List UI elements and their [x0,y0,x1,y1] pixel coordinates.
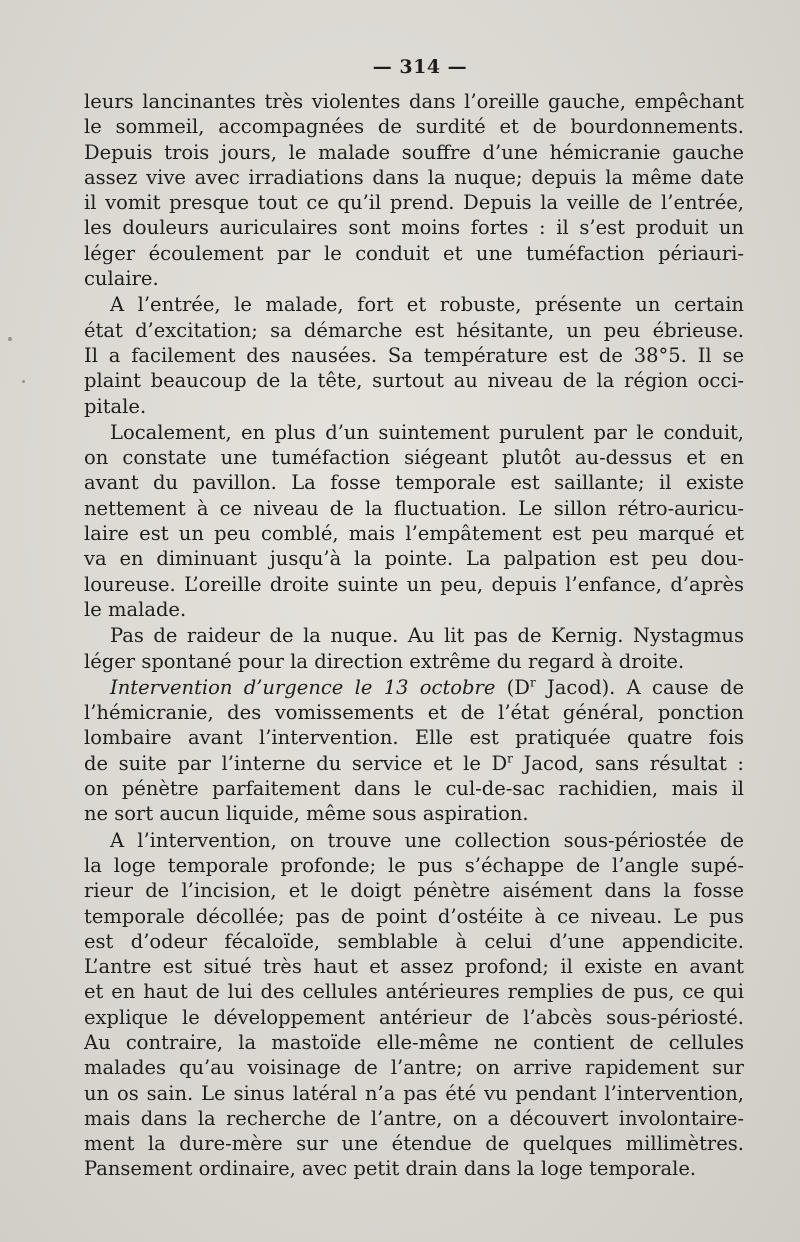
text-line: est d’odeur fécaloïde, semblable à celui d’une appendicite. [84,929,744,953]
text-line [84,751,744,776]
text-line: temporale décollée; pas de point d’ostéite à ce niveau. Le pus [84,904,744,928]
text-line: pitale. [84,394,147,418]
page-number: — 314 — [372,56,468,78]
text-line: léger spontané pour la direction extrême du regard à droite. [84,649,685,673]
text-line: le malade. [84,597,187,621]
text-line: il vomit presque tout ce qu’il prend. Depuis la veille de l’entrée, [84,191,744,215]
text-line: A l’entrée, le malade, fort et robuste, présente un certain [110,293,744,317]
text-line: la loge temporale profonde; le pus s’échappe de l’angle supé- [84,853,744,877]
text-line: Depuis trois jours, le malade souffre d’une hémicranie gauche [84,140,744,164]
text-line: rieur de l’incision, et le doigt pénètre aisément dans la fosse [84,879,744,903]
text-line: on pénètre parfaitement dans le cul-de-sac rachidien, mais il [84,777,744,801]
intervention-heading: Intervention d’urgence le 13 octobre [110,675,496,699]
text-line: mais dans la recherche de l’antre, on a découvert involontaire- [84,1106,744,1130]
text-line: culaire. [84,267,159,291]
text-line: Pas de raideur de la nuque. Au lit pas de Kernig. Nystagmus [110,624,744,648]
text-fragment: Jacod). A cause de [535,675,745,699]
text-line: un os sain. Le sinus latéral n’a pas été vu pendant l’intervention, [84,1081,744,1105]
text-line: Il a facilement des nausées. Sa température est de 38°5. Il se [84,343,744,367]
text-line: va en diminuant jusqu’à la pointe. La palpation est peu dou- [84,547,744,571]
text-line: L’antre est situé très haut et assez profond; il existe en avant [84,955,744,979]
paragraph [84,828,744,1182]
text-line: ne sort aucun liquide, même sous aspiration. [84,802,529,826]
text-line: loureuse. L’oreille droite suinte un peu, depuis l’enfance, d’après [84,572,744,596]
text-line: Pansement ordinaire, avec petit drain dans la loge temporale. [84,1157,697,1181]
superscript: r [507,751,513,766]
text-line: plaint beaucoup de la tête, surtout au niveau de la région occi- [84,369,744,393]
text-fragment: Jacod, sans résultat : [512,751,744,775]
text-line: l’hémicranie, des vomissements et de l’état général, ponction [84,701,744,725]
text-line: ment la dure-mère sur une étendue de quelques millimètres. [84,1132,744,1156]
text-line: avant du pavillon. La fosse temporale est saillante; il existe [84,471,744,495]
text-line: A l’intervention, on trouve une collection sous-périostée de [110,828,744,852]
text-line: lombaire avant l’intervention. Elle est pratiquée quatre fois [84,726,744,750]
text-line: les douleurs auriculaires sont moins fortes : il s’est produit un [84,216,744,240]
text-line: explique le développement antérieur de l’abcès sous-périosté. [84,1005,744,1029]
body-text [84,89,744,1183]
text-line: état d’excitation; sa démarche est hésitante, un peu ébrieuse. [84,318,744,342]
text-line: Au contraire, la mastoïde elle-même ne contient de cellules [84,1030,744,1054]
paragraph [84,420,744,622]
text-line: on constate une tuméfaction siégeant plutôt au-dessus et en [84,446,744,470]
text-line: malades qu’au voisinage de l’antre; on arrive rapidement sur [84,1056,744,1080]
text-line: léger écoulement par le conduit et une tuméfaction périauri- [84,241,744,265]
text-line: et en haut de lui des cellules antérieures remplies de pus, ce qui [84,980,744,1004]
text-line: Localement, en plus d’un suintement purulent par le conduit, [110,420,744,444]
paragraph [84,675,744,827]
text-line: laire est un peu comblé, mais l’empâtement est peu marqué et [84,522,744,546]
paper-speck [8,337,12,341]
paragraph [84,623,744,674]
text-fragment: de suite par l’interne du service et le D [84,751,508,775]
text-fragment: (D [495,675,530,699]
paragraph [84,89,744,291]
text-line: nettement à ce niveau de la fluctuation. Le sillon rétro-auricu- [84,496,744,520]
text-line: assez vive avec irradiations dans la nuque; depuis la même date [84,165,744,189]
text-line: le sommeil, accompagnées de surdité et de bourdonnements. [84,115,744,139]
text-line: leurs lancinantes très violentes dans l’oreille gauche, empêchant [84,90,744,113]
superscript: r [529,675,536,690]
paragraph [84,292,744,418]
paper-speck [22,380,25,383]
text-line [84,675,744,700]
